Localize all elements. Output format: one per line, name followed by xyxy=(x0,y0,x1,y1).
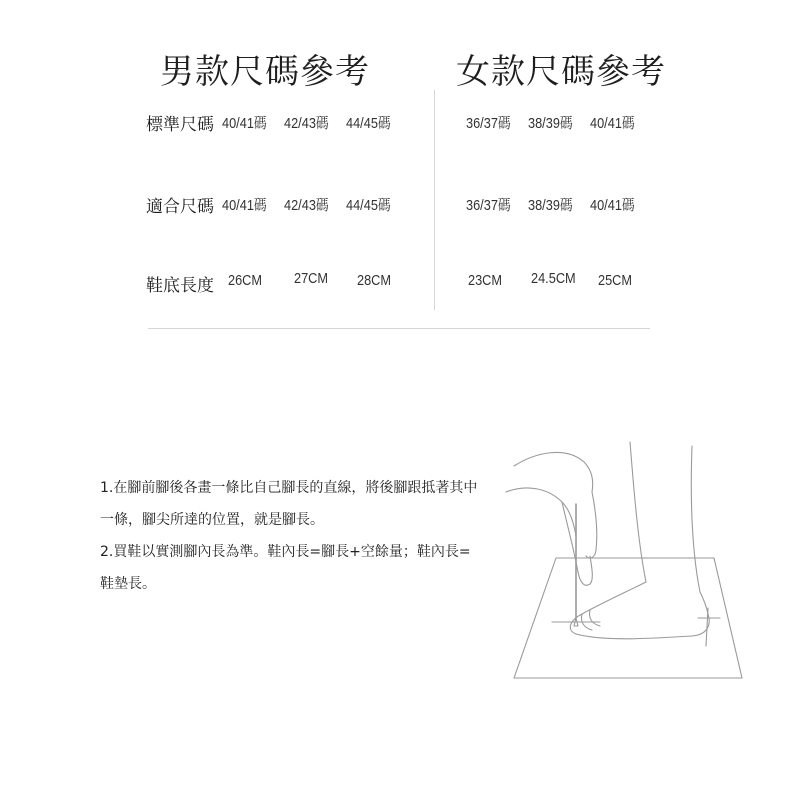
women-standard-size-cell: 40/41碼 xyxy=(590,115,635,132)
instruction-step-1: 1.在腳前腳後各畫一條比自己腳長的直線，將後腳跟抵著其中一條，腳尖所達的位置，就是腳長。 xyxy=(100,480,478,528)
women-sole-length-cell: 23CM xyxy=(468,272,503,289)
women-fit-size-cell: 40/41碼 xyxy=(590,197,635,214)
women-fit-size-cell: 38/39碼 xyxy=(528,197,573,214)
men-sole-length-cell: 27CM xyxy=(294,270,329,287)
men-sole-length-cell: 26CM xyxy=(228,272,263,289)
men-standard-size-cell: 40/41碼 xyxy=(222,115,267,132)
men-size-title: 男款尺碼參考 xyxy=(160,52,370,92)
women-fit-size-cell: 36/37碼 xyxy=(466,197,511,214)
women-sole-length-cell: 24.5CM xyxy=(531,270,576,287)
column-divider xyxy=(434,90,435,310)
instruction-step-2: 2.買鞋以實測腳內長為準。鞋內長=腳長+空餘量；鞋內長=鞋墊長。 xyxy=(100,544,471,592)
men-standard-size-cell: 44/45碼 xyxy=(346,115,391,132)
men-fit-size-cell: 40/41碼 xyxy=(222,197,267,214)
table-bottom-divider xyxy=(148,328,650,329)
measurement-instructions xyxy=(100,472,480,600)
women-sole-length-cell: 25CM xyxy=(598,272,633,289)
foot-measurement-icon xyxy=(496,432,756,692)
men-standard-size-cell: 42/43碼 xyxy=(284,115,329,132)
leg-outline xyxy=(630,442,646,582)
row-label-sole-length: 鞋底長度 xyxy=(146,276,214,296)
arm-outline xyxy=(514,452,593,492)
men-sole-length-cell: 28CM xyxy=(357,272,392,289)
hand-outline xyxy=(562,502,592,585)
men-fit-size-cell: 42/43碼 xyxy=(284,197,329,214)
women-standard-size-cell: 38/39碼 xyxy=(528,115,573,132)
women-size-title: 女款尺碼參考 xyxy=(456,52,666,92)
row-label-standard-size: 標準尺碼 xyxy=(146,115,214,135)
women-standard-size-cell: 36/37碼 xyxy=(466,115,511,132)
row-label-fit-size: 適合尺碼 xyxy=(146,197,214,217)
men-fit-size-cell: 44/45碼 xyxy=(346,197,391,214)
